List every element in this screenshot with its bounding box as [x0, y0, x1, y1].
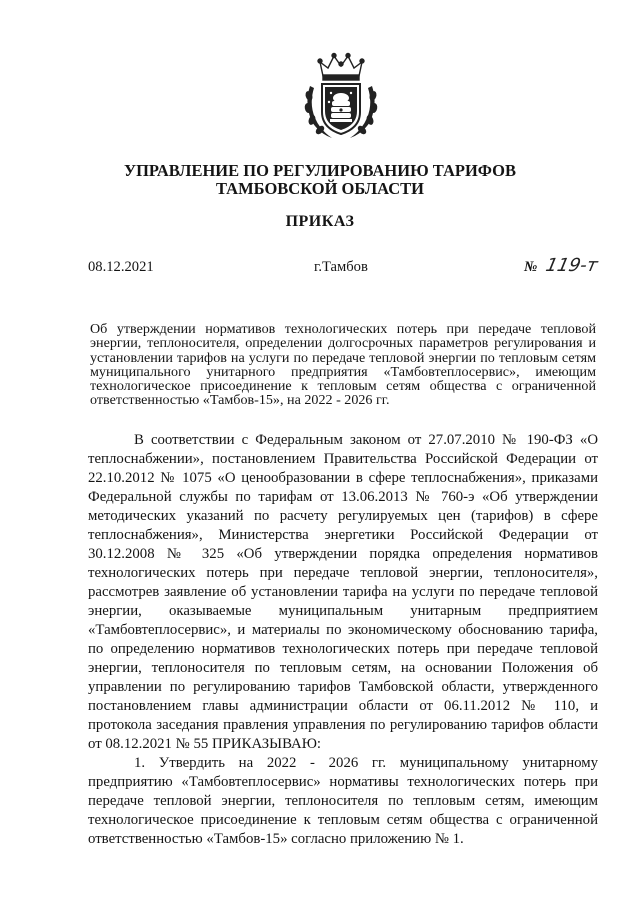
document-number-sign: №: [524, 259, 538, 275]
coat-of-arms-icon: [298, 52, 384, 140]
document-subject: Об утверждении нормативов технологических потерь при передаче тепловой энергии, теплоносителя, определении долгосрочных параметров регулирования и установлении тарифов на услуги по передаче тепловой энергии по тепловым сетям муниципального унитарного предприятия «Тамбовтеплосервис», имеющим технологическое присоединение к тепловым сетям общества с ограниченной ответственностью «Тамбов-15», на 2022 - 2026 гг.: [90, 321, 596, 409]
document-city: г.Тамбов: [314, 259, 368, 275]
document-type-title: ПРИКАЗ: [285, 213, 355, 230]
document-body: [88, 431, 598, 849]
document-number-handwritten: 119-т: [543, 255, 600, 276]
order-item-1: 1. Утвердить на 2022 - 2026 гг. муниципальному унитарному предприятию «Тамбовтеплосервис» нормативы технологических потерь при передаче тепловой энергии, теплоносителя по тепловым сетям, имеющим технологическое присоединение к тепловым сетям общества с ограниченной ответственностью «Тамбов-15» согласно приложению № 1.: [88, 755, 598, 847]
document-date: 08.12.2021: [88, 259, 154, 275]
preamble-paragraph: В соответствии с Федеральным законом от 27.07.2010 № 190-ФЗ «О теплоснабжении», постановлением Правительства Российской Федерации от 22.10.2012 № 1075 «О ценообразовании в сфере теплоснабжения», приказами Федеральной службы по тарифам от 13.06.2013 № 760-э «Об утверждении методических указаний по расчету регулируемых цен (тарифов) в сфере теплоснабжения», Министерства энергетики Российской Федерации от 30.12.2008 № 325 «Об утверждении порядка определения нормативов технологических потерь при передаче тепловой энергии, теплоносителя», рассмотрев заявление об установлении тарифа на услуги по передаче тепловой энергии, оказываемые муниципальным унитарным предприятием «Тамбовтеплосервис», и материалы по экономическому обоснованию тарифа, по определению нормативов технологических потерь при передаче тепловой энергии, теплоносителя по тепловым сетям, на основании Положения об управлении по регулированию тарифов Тамбовской области, утвержденного постановлением главы администрации области от 06.11.2012 № 110, и протокола заседания правления управления по регулированию тарифов области от 08.12.2021 № 55 ПРИКАЗЫВАЮ:: [88, 432, 598, 752]
authority-name-line2: ТАМБОВСКОЙ ОБЛАСТИ: [215, 179, 425, 198]
authority-name-line1: УПРАВЛЕНИЕ ПО РЕГУЛИРОВАНИЮ ТАРИФОВ: [123, 161, 517, 180]
